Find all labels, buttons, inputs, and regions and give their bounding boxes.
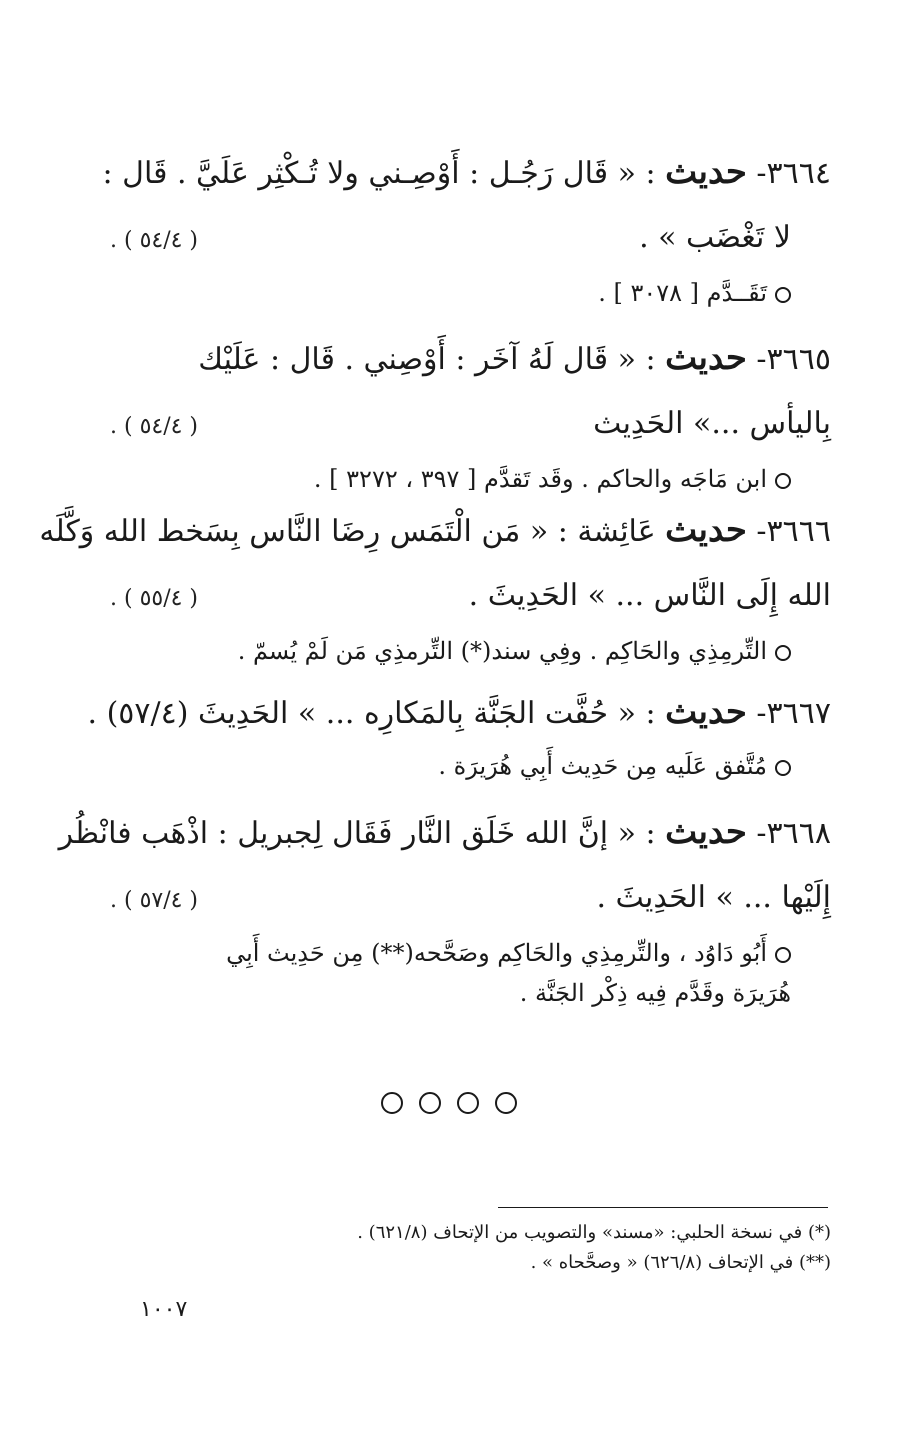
- circle-ornament-icon: [495, 1092, 517, 1114]
- circle-bullet-icon: [775, 947, 791, 963]
- circle-bullet-icon: [775, 473, 791, 489]
- circle-bullet-icon: [775, 287, 791, 303]
- hadith-entry-3665: [110, 326, 831, 499]
- volume-reference: ( ٥٥/٤ ) .: [110, 586, 199, 611]
- footnote-rule: [498, 1207, 828, 1208]
- entry-text: ٣٦٦٧- حديث : « حُفَّت الجَنَّة بِالمَكارِه ... » الحَدِيثَ (٥٧/٤) .: [87, 692, 831, 732]
- section-divider: [0, 1092, 897, 1118]
- entry-line: [87, 680, 831, 746]
- entry-text: لا تَغْضَب » .: [639, 220, 791, 255]
- volume-reference: ( ٥٤/٤ ) .: [110, 414, 199, 439]
- entry-text: ٣٦٦٤- حديث : « قَال رَجُـل : أَوْصِـني ولا تُـكْثِر عَلَيَّ . قَال :: [102, 152, 831, 192]
- footnote-1: (*) في نسخة الحلبي: «مسند» والتصويب من الإتحاف (٦٢١/٨) .: [357, 1222, 831, 1243]
- circle-ornament-icon: [381, 1092, 403, 1114]
- entry-line: [110, 392, 831, 459]
- circle-ornament-icon: [419, 1092, 441, 1114]
- entry-line: [110, 866, 831, 933]
- hadith-entry-3666: [39, 498, 831, 671]
- entry-text: إِلَيْها ... » الحَدِيثَ .: [596, 880, 831, 915]
- circle-bullet-icon: [775, 645, 791, 661]
- footnotes: [357, 1218, 831, 1278]
- hadith-entry-3668: [58, 800, 831, 1013]
- entry-text: الله إِلَى النَّاس ... » الحَدِيثَ .: [468, 578, 831, 613]
- entry-note: مُتَّفق عَلَيه مِن حَدِيث أَبِي هُرَيرَة .: [110, 746, 791, 786]
- entry-text: ٣٦٦٥- حديث : « قَال لَهُ آخَر : أَوْصِني . قَال : عَلَيْك: [198, 338, 831, 378]
- entry-text: بِاليأس ...» الحَدِيث: [593, 406, 831, 441]
- page-number: ١٠٠٧: [140, 1297, 188, 1322]
- hadith-entry-3664: [102, 140, 831, 313]
- footnote-2: (**) في الإتحاف (٦٢٦/٨) « وصحَّحاه » .: [530, 1252, 831, 1273]
- entry-line: [102, 140, 831, 206]
- entry-line: [110, 206, 791, 273]
- circle-bullet-icon: [775, 760, 791, 776]
- entry-note: ابن مَاجَه والحاكم . وقَد تَقدَّم [ ٣٩٧ ، ٣٢٧٢ ] .: [110, 459, 791, 499]
- entry-note: التِّرمِذِي والحَاكِم . وفِي سند(*) التِّرمذِي مَن لَمْ يُسمّ .: [110, 631, 791, 671]
- entry-line: [39, 498, 831, 564]
- volume-reference: ( ٥٧/٤ ) .: [110, 888, 199, 913]
- entry-text: ٣٦٦٦- حديث عَائِشة : « مَن الْتَمَس رِضَا النَّاس بِسَخط الله وَكَّلَه: [39, 510, 831, 550]
- entry-line: [58, 800, 831, 866]
- entry-note: تَقَــدَّم [ ٣٠٧٨ ] .: [110, 273, 791, 313]
- volume-reference: ( ٥٤/٤ ) .: [110, 228, 199, 253]
- entry-note: أَبُو دَاوُد ، والتِّرمِذِي والحَاكِم وصَحَّحه(**) مِن حَدِيث أَبِي هُرَيرَة وقَدَّم فِيه ذِكْر الجَنَّة .: [226, 939, 791, 1007]
- entry-text: ٣٦٦٨- حديث : « إنَّ الله خَلَق النَّار فَقَال لِجبريل : اذْهَب فانْظُر: [58, 812, 831, 852]
- entry-line: [110, 326, 831, 392]
- entry-line: [110, 564, 831, 631]
- hadith-entry-3667: [87, 680, 831, 786]
- circle-ornament-icon: [457, 1092, 479, 1114]
